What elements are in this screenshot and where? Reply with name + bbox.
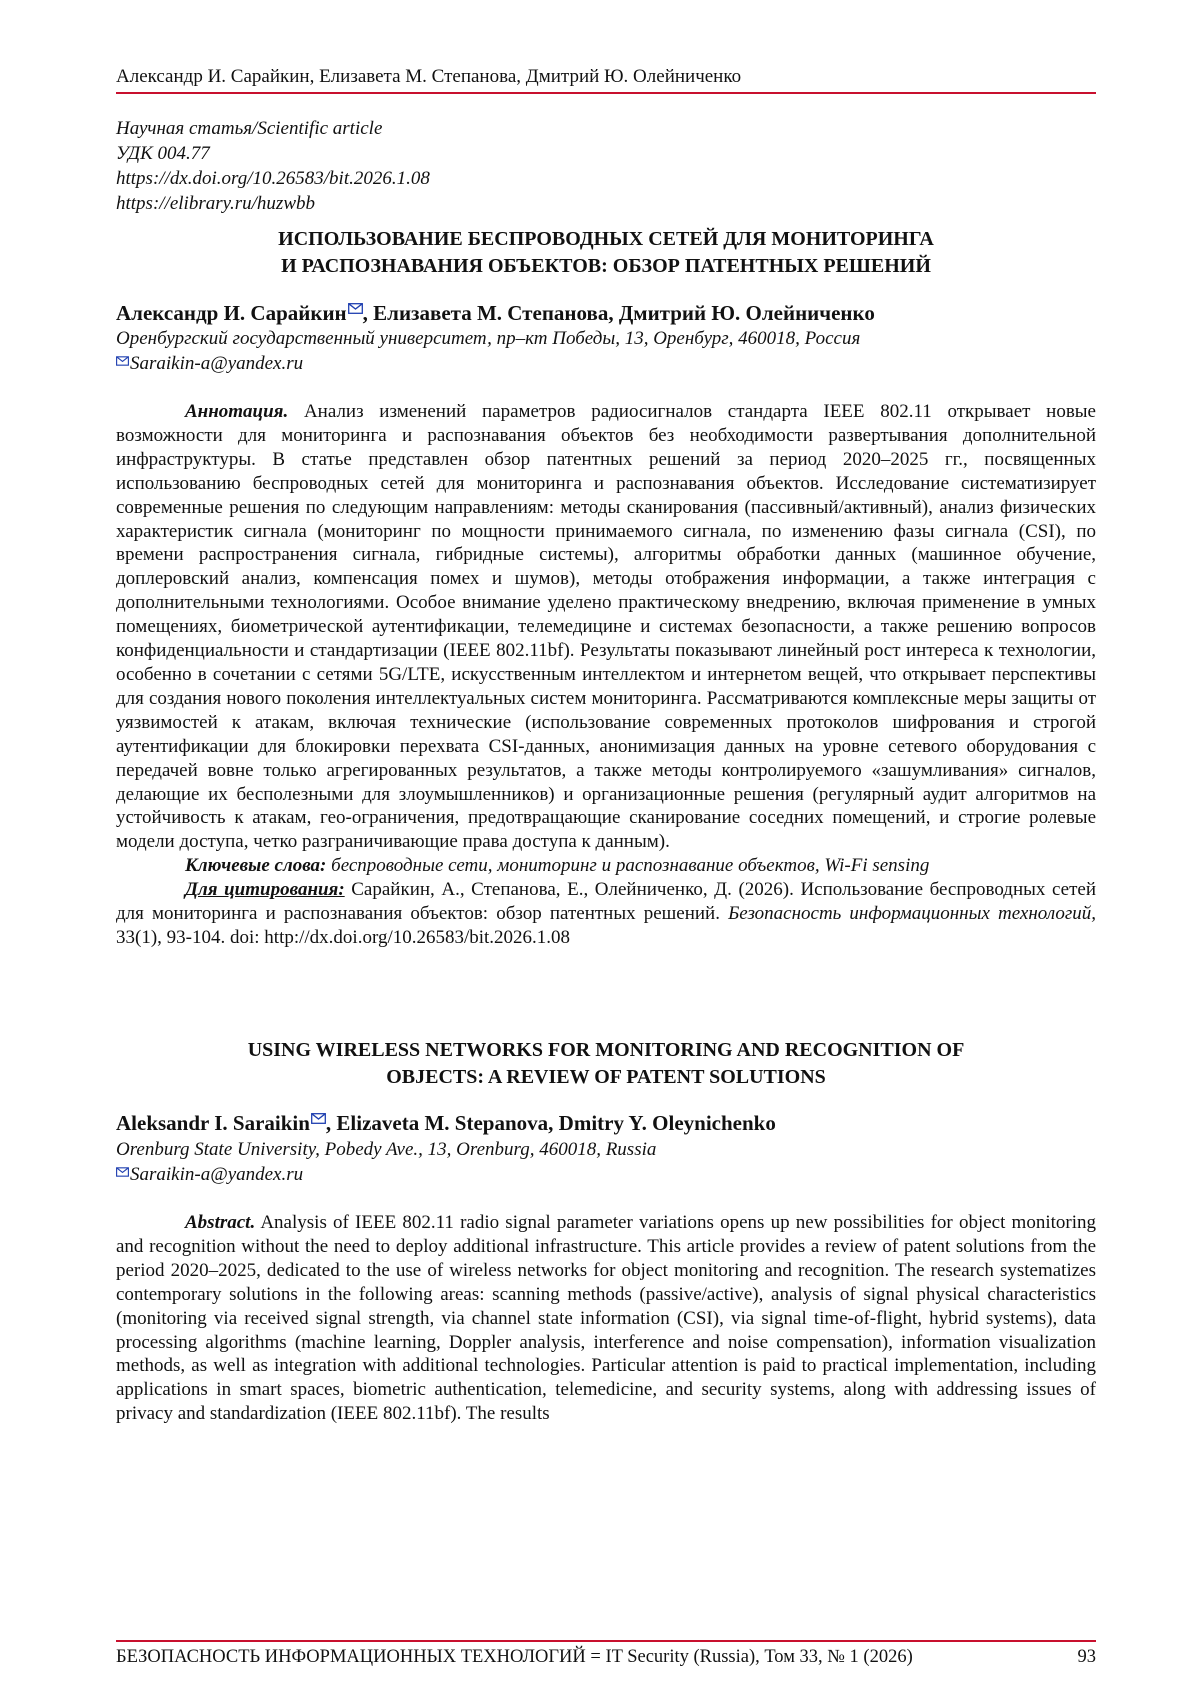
affiliation-ru: Оренбургский государственный университет, пр–кт Победы, 13, Оренбург, 460018, Россия	[116, 328, 861, 349]
keywords-ru	[116, 854, 1096, 878]
abstract-ru-text: Анализ изменений параметров радиосигналов стандарта IEEE 802.11 открывает новые возможности для мониторинга и распознавания объектов без необходимости развертывания дополнительной инфраструктуры. В статье представлен обзор патентных решений за период 2020–2025 гг., посвященных использованию беспроводных сетей для мониторинга и распознавания объектов. Исследование систематизирует современные решения по следующим направлениям: методы сканирования (пассивный/активный), анализ физических характеристик сигнала (мониторинг по мощности принимаемого сигнала, по изменению фазы сигнала (CSI), по времени распространения сигнала, гибридные системы), алгоритмы обработки данных (машинное обучение, доплеровский анализ, компенсация помех и шумов), методы отображения информации, а также интеграция с дополнительными технологиями. Особое внимание уделено практическому внедрению, включая применение в умных помещениях, биометрической аутентификации, телемедицине и системах безопасности, а также решению вопросов конфиденциальности и стандартизации (IEEE 802.11bf). Результаты показывают линейный рост интереса к технологии, особенно в сочетании с сетями 5G/LTE, искусственным интеллектом и интернетом вещей, что открывает перспективы для создания нового поколения интеллектуальных систем мониторинга. Рассматриваются комплексные меры защиты от уязвимостей к атакам, включая технические (использование современных протоколов шифрования и строгой аутентификации для блокировки перехвата CSI-данных, анонимизация данных на уровне сетевого оборудования с передачей вовне только агрегированных результатов, а также методы контролируемого «зашумливания» сигналов, делающие их бесполезными для злоумышленников) и организационные решения (регулярный аудит алгоритмов на устойчивость к атакам, гео-ограничения, предотвращающие сканирование соседних помещений, и строгие ролевые модели доступа, четко разграничивающие права доступа к данным).	[116, 401, 1096, 853]
citation-ru-text: Сарайкин, А., Степанова, Е., Олейниченко, Д. (2026). Использование беспроводных сетей для мониторинга и распознавания объектов: обзор патентных решений.	[116, 879, 1096, 925]
affiliation-en: Orenburg State University, Pobedy Ave., 13, Orenburg, 460018, Russia	[116, 1139, 657, 1160]
title-ru	[116, 226, 1096, 280]
envelope-icon[interactable]	[348, 303, 363, 314]
header-rule	[116, 92, 1096, 94]
title-en-line2: OBJECTS: A REVIEW OF PATENT SOLUTIONS	[386, 1066, 826, 1088]
keywords-ru-label: Ключевые слова:	[185, 855, 327, 877]
email-ru-line	[116, 351, 1096, 376]
keywords-ru-text: беспроводные сети, мониторинг и распознавание объектов, Wi-Fi sensing	[326, 855, 930, 877]
email-en[interactable]: Saraikin-a@yandex.ru	[130, 1164, 304, 1185]
udc-code: УДК 004.77	[116, 143, 210, 164]
page-footer	[116, 1646, 1096, 1668]
envelope-icon	[116, 1167, 129, 1177]
citation-ru-journal: Безопасность информационных технологий,	[728, 903, 1096, 925]
authors-en-rest: , Elizaveta M. Stepanova, Dmitry Y. Oleynichenko	[325, 1111, 776, 1135]
citation-ru	[116, 878, 1096, 950]
envelope-icon	[116, 356, 129, 366]
abstract-ru-label: Аннотация.	[185, 401, 289, 422]
author-ru-1: Александр И. Сарайкин	[116, 301, 347, 325]
abstract-ru	[116, 400, 1096, 854]
abstract-en-text: Analysis of IEEE 802.11 radio signal parameter variations opens up new possibilities for object monitoring and recognition without the need to deploy additional infrastructure. This article provides a review of patent solutions from the period 2020–2025, dedicated to the use of wireless networks for object monitoring and recognition. The research systematizes contemporary solutions in the following areas: scanning methods (passive/active), analysis of signal physical characteristics (monitoring via received signal strength, via channel state information (CSI), via signal time-of-flight, hybrid systems), data processing algorithms (machine learning, Doppler analysis, interference and noise compensation), information visualization methods, as well as integration with additional technologies. Particular attention is paid to practical implementation, including applications in smart spaces, biometric authentication, telemedicine, and security systems, along with addressing issues of privacy and standardization (IEEE 802.11bf). The results	[116, 1212, 1096, 1425]
abstract-ru-block	[116, 400, 1096, 950]
affiliation-ru-block	[116, 326, 1096, 376]
email-en-line	[116, 1162, 1096, 1187]
title-ru-line2: И РАСПОЗНАВАНИЯ ОБЪЕКТОВ: ОБЗОР ПАТЕНТНЫХ РЕШЕНИЙ	[281, 255, 931, 277]
page-number: 93	[1077, 1647, 1096, 1667]
citation-ru-tail: 33(1), 93-104. doi: http://dx.doi.org/10.26583/bit.2026.1.08	[116, 926, 571, 948]
envelope-icon[interactable]	[311, 1113, 326, 1124]
citation-ru-label: Для цитирования:	[185, 879, 345, 901]
running-header: Александр И. Сарайкин, Елизавета М. Степанова, Дмитрий Ю. Олейниченко	[116, 66, 742, 87]
abstract-en	[116, 1211, 1096, 1426]
email-ru[interactable]: Saraikin-a@yandex.ru	[130, 353, 304, 374]
authors-ru	[116, 300, 1096, 326]
author-en-1: Aleksandr I. Saraikin	[116, 1111, 310, 1135]
abstract-en-block	[116, 1211, 1096, 1426]
title-en	[116, 1037, 1096, 1091]
article-meta	[116, 116, 1096, 216]
affiliation-en-block	[116, 1137, 1096, 1187]
article-type: Научная статья/Scientific article	[116, 118, 383, 139]
doi-link[interactable]: https://dx.doi.org/10.26583/bit.2026.1.08	[116, 168, 430, 189]
title-en-line1: USING WIRELESS NETWORKS FOR MONITORING AND RECOGNITION OF	[247, 1039, 965, 1061]
footer-rule	[116, 1640, 1096, 1642]
authors-en	[116, 1110, 1096, 1136]
footer-journal: БЕЗОПАСНОСТЬ ИНФОРМАЦИОННЫХ ТЕХНОЛОГИЙ = IT Security (Russia), Том 33, № 1 (2026)	[116, 1647, 913, 1667]
title-ru-line1: ИСПОЛЬЗОВАНИЕ БЕСПРОВОДНЫХ СЕТЕЙ ДЛЯ МОНИТОРИНГА	[278, 228, 934, 250]
elibrary-link[interactable]: https://elibrary.ru/huzwbb	[116, 193, 315, 214]
authors-ru-rest: , Елизавета М. Степанова, Дмитрий Ю. Олейниченко	[362, 301, 875, 325]
abstract-en-label: Abstract.	[185, 1212, 256, 1233]
